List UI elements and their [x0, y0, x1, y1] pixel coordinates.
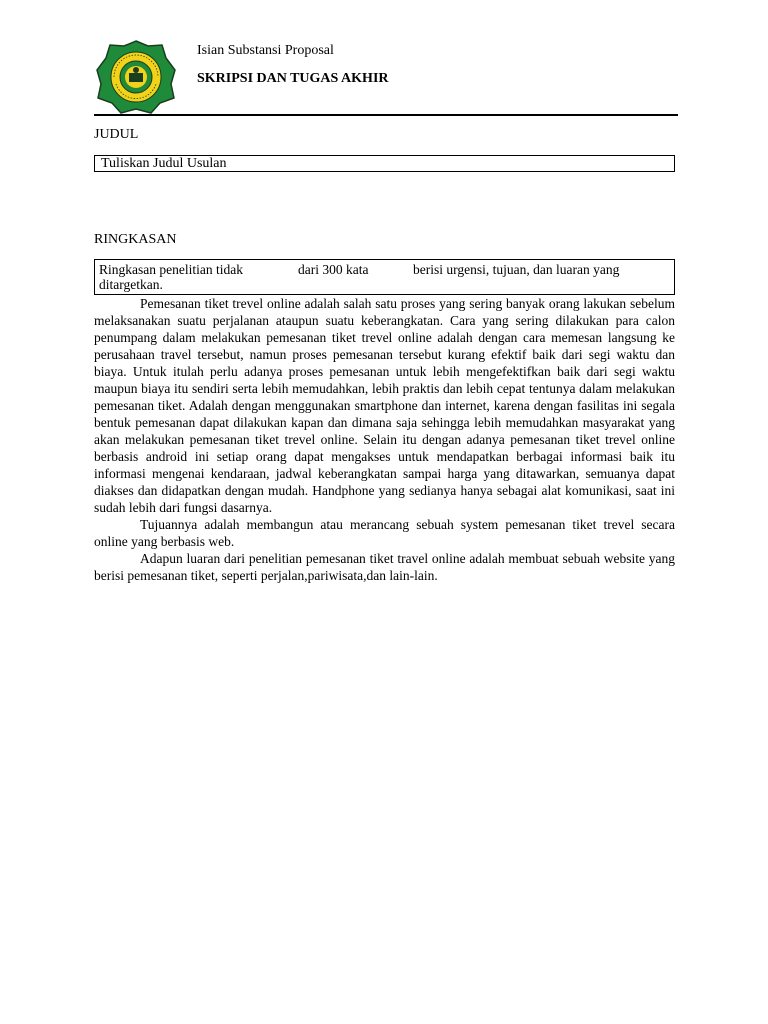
ringkasan-instruction-part1: Ringkasan penelitian tidak — [99, 262, 243, 277]
document-title: SKRIPSI DAN TUGAS AKHIR — [197, 71, 389, 86]
judul-section-label: JUDUL — [94, 127, 139, 142]
header-divider — [94, 114, 678, 116]
judul-box-text: Tuliskan Judul Usulan — [101, 156, 227, 171]
document-subtitle: Isian Substansi Proposal — [197, 43, 334, 58]
ringkasan-body — [94, 295, 675, 584]
ringkasan-section-label: RINGKASAN — [94, 232, 177, 247]
judul-input-box[interactable] — [94, 155, 675, 172]
ringkasan-paragraph-2: Tujuannya adalah membangun atau merancang sebuah system pemesanan tiket trevel secara online yang berbasis web. — [94, 517, 675, 549]
ringkasan-paragraph-3: Adapun luaran dari penelitian pemesanan tiket travel online adalah membuat sebuah website yang berisi pemesanan tiket, seperti perjalan,pariwisata,dan lain-lain. — [94, 551, 675, 583]
ringkasan-instruction-line2: ditargetkan. — [99, 277, 163, 292]
university-seal-logo-icon — [96, 40, 176, 114]
ringkasan-instruction-part2: dari 300 kata — [298, 262, 369, 277]
ringkasan-paragraph-1: Pemesanan tiket trevel online adalah salah satu proses yang sering banyak orang lakukan sebelum melaksanakan suatu perjalanan ataupun suatu keberangkatan. Cara yang sering dilakukan para calon penumpang dalam melakukan pemesanan tiket trevel online adalah dengan cara memesan langsung ke perusahaan travel tersebut, namun proses pemesanan tersebut kurang efektif baik dari segi waktu dan biaya. Untuk itulah perlu adanya proses pemesanan untuk lebih mengefektifkan baik dari segi waktu maupun biaya itu sendiri serta lebih memudahkan, lebih praktis dan lebih cepat tentunya dalam melakukan pemesanan tiket. Adalah dengan menggunakan smartphone dan internet, karena dengan fasilitas ini segala bentuk pemesanan dapat dilakukan kapan dan dimana saja sehingga lebih memudahkan masyarakat yang akan melakukan pemesanan tiket trevel online. Selain itu dengan adanya pemesanan tiket trevel online berbasis android ini setiap orang dapat mengakses untuk mendapatkan berbagai informasi baik itu informasi mengenai kendaraan, jadwal keberangkatan sampai harga yang ditawarkan, semuanya dapat diakses dan didapatkan dengan mudah. Handphone yang sedianya hanya sebagai alat komunikasi, saat ini sudah lebih dari fungsi dasarnya. — [94, 296, 675, 515]
ringkasan-instruction-part3: berisi urgensi, tujuan, dan luaran yang — [413, 262, 620, 277]
ringkasan-instruction-box — [94, 259, 675, 295]
